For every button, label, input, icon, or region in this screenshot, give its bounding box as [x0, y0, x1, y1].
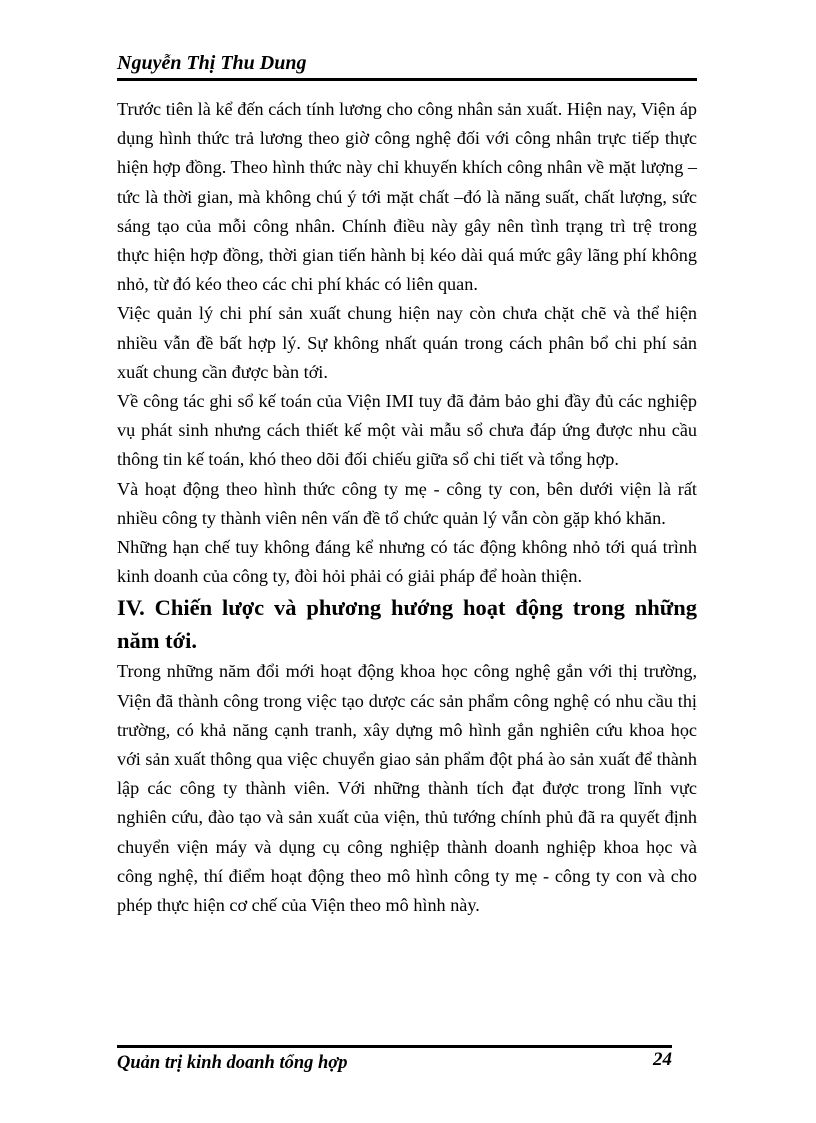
footer-title: Quản trị kinh doanh tổng hợp [117, 1053, 348, 1073]
body-paragraph-3: Về công tác ghi sổ kế toán của Viện IMI tuy đã đảm bảo ghi đầy đủ các nghiệp vụ phát sinh nhưng cách thiết kế một vài mẫu sổ chưa đáp ứng được nhu cầu thông tin kế toán, khó theo dõi đối chiếu giữa sổ chi tiết và tổng hợp. [117, 391, 697, 470]
page-header [117, 50, 697, 76]
page-number: 24 [653, 1049, 672, 1070]
body-paragraph-5: Những hạn chế tuy không đáng kể nhưng có tác động không nhỏ tới quá trình kinh doanh của công ty, đòi hỏi phải có giải pháp để hoàn thiện. [117, 537, 697, 587]
body-paragraph-4: Và hoạt động theo hình thức công ty mẹ - công ty con, bên dưới viện là rất nhiều công ty thành viên nên vấn đề tổ chức quản lý vẫn còn gặp khó khăn. [117, 478, 697, 528]
page-body [117, 95, 697, 920]
header-rule [117, 78, 697, 81]
header-author: Nguyễn Thị Thu Dung [117, 52, 307, 74]
body-paragraph-2: Việc quản lý chi phí sản xuất chung hiện nay còn chưa chặt chẽ và thể hiện nhiều vẫn đề bất hợp lý. Sự không nhất quán trong cách phân bổ chi phí sản xuất chung cần được bàn tới. [117, 303, 697, 382]
body-paragraph-1: Trước tiên là kể đến cách tính lương cho công nhân sản xuất. Hiện nay, Viện áp dụng hình thức trả lương theo giờ công nghệ đối với công nhân trực tiếp thực hiện hợp đồng. Theo hình thức này chỉ khuyến khích công nhân về mặt lượng –tức là thời gian, mà không chú ý tới mặt chất –đó là năng suất, chất lượng, sức sáng tạo của mỗi công nhân. Chính điều này gây nên tình trạng trì trệ trong thực hiện hợp đồng, thời gian tiến hành bị kéo dài quá mức gây lãng phí không nhỏ, từ đó kéo theo các chi phí khác có liên quan. [117, 99, 697, 295]
section-heading: IV. Chiến lược và phương hướng hoạt động trong những năm tới. [117, 595, 697, 654]
body-paragraph-6: Trong những năm đổi mới hoạt động khoa học công nghệ gắn với thị trường, Viện đã thành công trong việc tạo dược các sản phẩm công nghệ có nhu cầu thị trường, có khả năng cạnh tranh, xây dựng mô hình gắn nghiên cứu khoa học với sản xuất thông qua việc chuyển giao sản phẩm đột phá ào sản xuất để thành lập các công ty thành viên. Với những thành tích đạt được trong lĩnh vực nghiên cứu, đào tạo và sản xuất của viện, thủ tướng chính phủ đã ra quyết định chuyển viện máy và dụng cụ công nghiệp thành doanh nghiệp khoa học và công nghệ, thí điểm hoạt động theo mô hình công ty mẹ - công ty con và cho phép thực hiện cơ chế của Viện theo mô hình này. [117, 661, 697, 916]
footer-rule [117, 1045, 672, 1048]
